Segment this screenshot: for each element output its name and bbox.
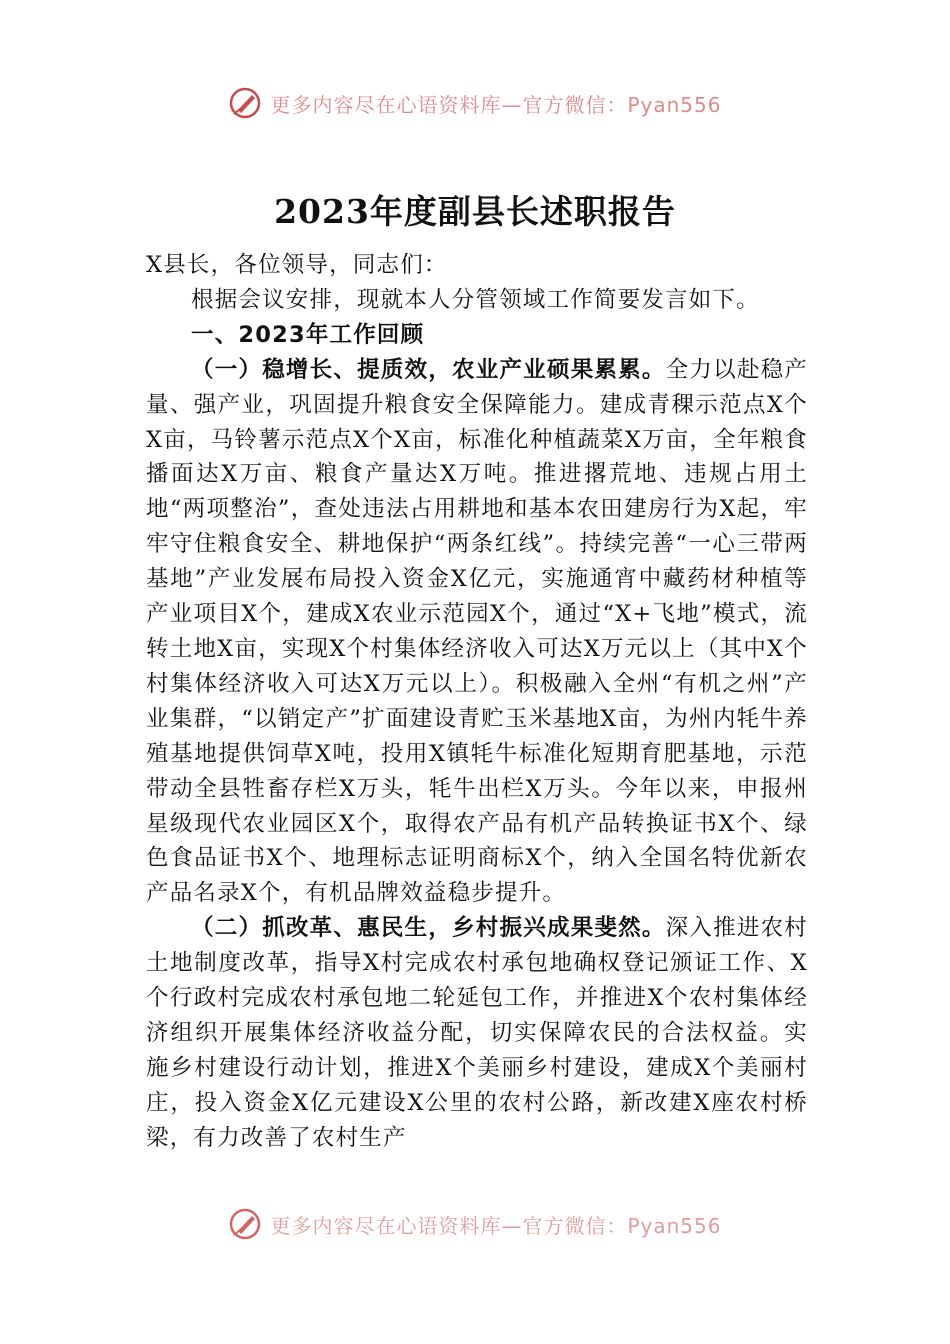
document-body: [146, 248, 808, 1156]
section-heading-review: 一、2023年工作回顾: [191, 321, 425, 348]
intro-paragraph: 根据会议安排，现就本人分管领域工作简要发言如下。: [191, 286, 760, 313]
paragraph-agriculture-text: 全力以赴稳产量、强产业，巩固提升粮食安全保障能力。建成青稞示范点X个X亩，马铃薯示范点X个X亩，标准化种植蔬菜X万亩，全年粮食播面达X万亩、粮食产量达X万吨。推进撂荒地、违规占用土地“两项整治”，查处违法占用耕地和基本农田建房行为X起，牢牢守住粮食安全、耕地保护“两条红线”。持续完善“一心三带两基地”产业发展布局投入资金X亿元，实施通宵中藏药材种植等产业项目X个，建成X农业示范园X个，通过“X+飞地”模式，流转土地X亩，实现X个村集体经济收入可达X万元以上（其中X个村集体经济收入可达X万元以上）。积极融入全州“有机之州”产业集群，“以销定产”扩面建设青贮玉米基地X亩，为州内牦牛养殖基地提供饲草X吨，投用X镇牦牛标准化短期育肥基地，示范带动全县牲畜存栏X万头，牦牛出栏X万头。今年以来，申报州星级现代农业园区X个，取得农产品有机产品转换证书X个、绿色食品证书X个、地理标志证明商标X个，纳入全国名特优新农产品名录X个，有机品牌效益稳步提升。: [146, 356, 808, 907]
watermark-text: 更多内容尽在心语资料库—官方微信：Pyan556: [270, 92, 722, 117]
watermark-footer: [0, 1204, 950, 1244]
pen-logo-icon: [228, 86, 262, 120]
paragraph-agriculture: [146, 353, 808, 912]
salutation: X县长，各位领导，同志们：: [146, 252, 448, 278]
subheading-rural-revitalization: （二）抓改革、惠民生，乡村振兴成果斐然。: [191, 915, 666, 942]
watermark-text: 更多内容尽在心语资料库—官方微信：Pyan556: [270, 1213, 722, 1238]
document-title: 2023年度副县长述职报告: [274, 192, 676, 231]
subheading-agriculture: （一）稳增长、提质效，农业产业硕果累累。: [191, 356, 666, 383]
pen-logo-icon: [228, 1207, 262, 1241]
paragraph-rural-revitalization-text: 深入推进农村土地制度改革，指导X村完成农村承包地确权登记颁证工作、X个行政村完成农村承包地二轮延包工作，并推进X个农村集体经济组织开展集体经济收益分配，切实保障农民的合法权益。实施乡村建设行动计划，推进X个美丽乡村建设，建成X个美丽村庄，投入资金X亿元建设X公里的农村公路，新改建X座农村桥梁，有力改善了农村生产: [146, 915, 808, 1151]
paragraph-rural-revitalization: [146, 911, 808, 1155]
watermark-header: [0, 83, 950, 123]
